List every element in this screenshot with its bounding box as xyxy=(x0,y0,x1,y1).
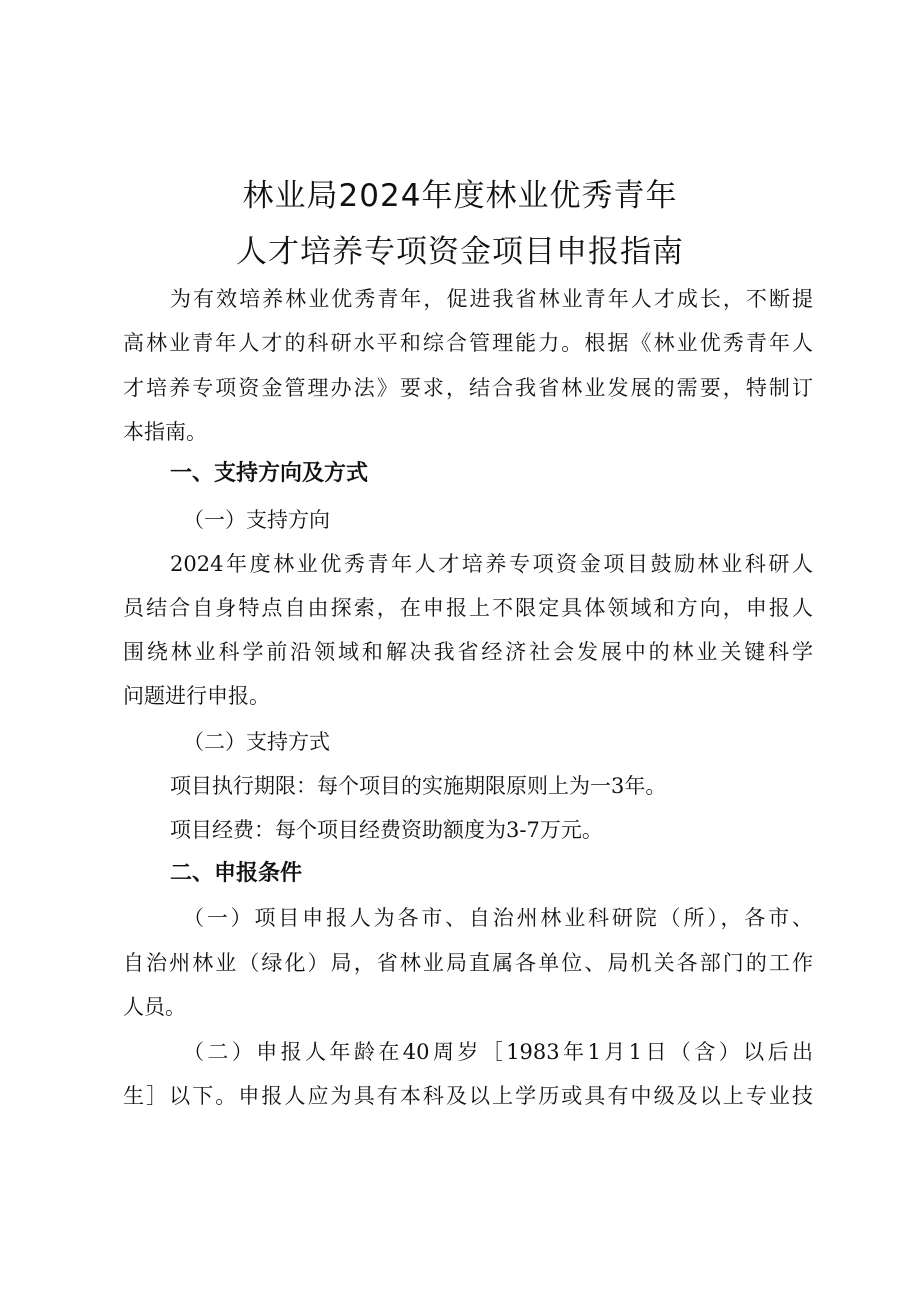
paragraph-line: 项目经费：每个项目经费资助额度为3-7万元。 xyxy=(170,818,603,842)
document-title-line-2: 人才培养专项资金项目申报指南 xyxy=(236,234,684,270)
paragraph-line: 人员。 xyxy=(123,995,186,1019)
intro-line: 为有效培养林业优秀青年，促进我省林业青年人才成长，不断提 xyxy=(170,287,813,311)
subsection-heading: （二）支持方式 xyxy=(183,730,330,754)
subsection-heading: （一）支持方向 xyxy=(183,508,330,532)
intro-line: 才培养专项资金管理办法》要求，结合我省林业发展的需要，特制订 xyxy=(123,376,813,400)
paragraph-line: 生］以下。申报人应为具有本科及以上学历或具有中级及以上专业技 xyxy=(123,1084,813,1108)
paragraph-line: 员结合自身特点自由探索，在申报上不限定具体领域和方向，申报人 xyxy=(123,596,813,620)
section-heading: 二、申报条件 xyxy=(170,861,303,886)
paragraph-line: 项目执行期限：每个项目的实施期限原则上为一3年。 xyxy=(170,774,667,798)
paragraph-line: 围绕林业科学前沿领域和解决我省经济社会发展中的林业关键科学 xyxy=(123,640,813,664)
paragraph-line: （二）申报人年龄在40周岁［1983年1月1日（含）以后出 xyxy=(183,1040,813,1064)
document-title-line-1: 林业局2024年度林业优秀青年 xyxy=(242,178,678,214)
paragraph-line: 自治州林业（绿化）局，省林业局直属各单位、局机关各部门的工作 xyxy=(123,951,813,975)
paragraph-line: （一）项目申报人为各市、自治州林业科研院（所），各市、 xyxy=(183,906,813,930)
paragraph-line: 2024年度林业优秀青年人才培养专项资金项目鼓励林业科研人 xyxy=(170,552,813,576)
intro-line: 本指南。 xyxy=(123,420,207,444)
paragraph-line: 问题进行申报。 xyxy=(123,684,270,708)
intro-line: 高林业青年人才的科研水平和综合管理能力。根据《林业优秀青年人 xyxy=(123,331,813,355)
section-heading: 一、支持方向及方式 xyxy=(170,461,369,486)
